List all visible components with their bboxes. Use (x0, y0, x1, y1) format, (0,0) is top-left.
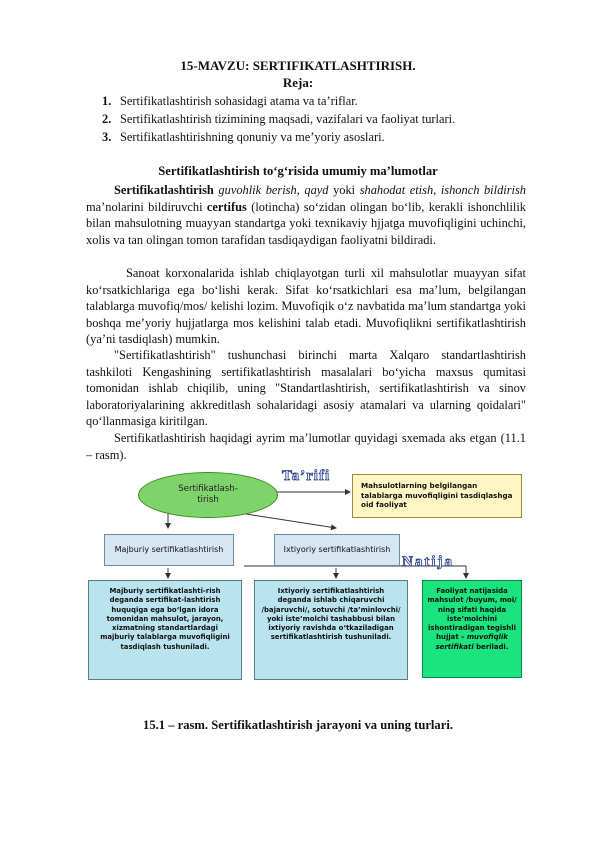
definition-scroll: Mahsulotlarning belgilangan talablarga muvofiqligini tasdiqlashga oid faoliyat (352, 474, 522, 518)
result-italic: muvofiqlik sertifikati (435, 633, 508, 651)
plan-item-text: Sertifikatlashtirishning qonuniy va me’yoriy asoslari. (120, 130, 385, 144)
ellipse-line: tirish (197, 495, 219, 505)
plan-item-number: 2. (102, 112, 112, 126)
text-span: yoki (328, 183, 360, 197)
arrow-voluntary (246, 514, 336, 528)
plan-item (102, 92, 455, 110)
certification-diagram (86, 462, 526, 688)
voluntary-box: Ixtiyoriy sertifikatlashtirish (274, 534, 400, 566)
plan-item-text: Sertifikatlashtirish sohasidagi atama va ta’riflar. (120, 94, 358, 108)
plan-item-number: 3. (102, 130, 112, 144)
result-description (422, 580, 522, 678)
certification-ellipse (138, 472, 278, 518)
plan-heading: Reja: (282, 75, 314, 90)
term-bold: certifus (206, 199, 247, 214)
plan-item (102, 128, 455, 146)
plan-list (102, 92, 455, 146)
term-bold: Sertifikatlashtirish (114, 183, 214, 197)
plan-item-number: 1. (102, 94, 112, 108)
section-subheading: Sertifikatlashtirish to‘g‘risida umumiy ma’lumotlar (158, 164, 438, 178)
paragraph-scheme-intro: Sertifikatlashtirish haqidagi ayrim ma’lumotlar quyidagi sxemada aks etgan (11.1 – rasm). (86, 431, 526, 462)
mandatory-box: Majburiy sertifikatlashtirish (104, 534, 234, 566)
definition-label: Ta’rifi (282, 468, 331, 484)
result-label: Natija (402, 554, 454, 570)
paragraph-definition (86, 182, 526, 248)
voluntary-description: Ixtiyoriy sertifikatlashtirish deganda ishlab chiqaruvchi /bajaruvchi/, sotuvchi /ta’minlovchi/ yoki iste’molchi tashabbusi bilan ixtiyoriy ravishda o‘tkaziladigan sertifikatlashtirish tushuniladi. (254, 580, 408, 680)
figure-caption: 15.1 – rasm. Sertifikatlashtirish jarayoni va uning turlari. (143, 718, 453, 732)
paragraph-quality: Sanoat korxonalarida ishlab chiqlayotgan turli xil mahsulotlar muayyan sifat ko‘rsatkichlariga ega bo‘lishi kerak. Sifat ko‘rsatkichlari esa ma’lum, belgilangan talablarga muvofiq/mos/ kelishi lozim. Muvofiqik o‘z navbatida ma’lum standartga yoki boshqa me’yoriy hujjatlarga mos kelishini talab etadi. Muvofiqlikni sertifikatlashtirish (ya’ni tasdiqlash) mumkin. (86, 266, 526, 347)
result-text: Faoliyat natijasida mahsulot /buyum, moi/ ning sifati haqida iste’molchini ishontiradigan tegishli hujjat – (427, 587, 517, 642)
ellipse-line: Sertifikatlash- (178, 484, 238, 494)
page-title: 15-MAVZU: SERTIFIKATLASHTIRISH. (180, 58, 416, 73)
text-span: (lotincha) so‘zidan olingan bo‘lib, kerakli ishonchlilik bilan mahsulotning muayyan standartga yoki texnikaviy hjjatga muvofiqligini uchinchi, xolis va tan olingan tomon tarafidan tasdiqaydigan faoliyatni bildiradi. (86, 199, 526, 247)
plan-item-text: Sertifikatlashtirish tizimining maqsadi, vazifalari va faoliyat turlari. (120, 112, 456, 126)
result-text-end: beriladi. (476, 642, 509, 651)
term-italic: guvohlik berish, qayd (213, 183, 329, 197)
plan-item (102, 110, 455, 128)
paragraph-history: "Sertifikatlashtirish" tushunchasi birinchi marta Xalqaro standartlashtirish tashkiloti Kengashining sertifikatlashtirish masalalari bo‘yicha maxsus qumitasi tomonidan ishlab chiqilib, uning "Standartlashtirish, sertifikatlashtirish va sinov laboratoriyalarining akkreditlash sohalaridagi asosiy atamalari va ularning qoidalari" qo‘llanmasiga kiritilgan. (86, 348, 526, 429)
term-italic: shahodat etish, ishonch bildirish (359, 183, 526, 197)
text-span: ma’nolarini bildiruvchi (86, 199, 207, 214)
mandatory-description: Majburiy sertifikatlashti-rish deganda sertifikat-lashtirish huquqiga ega bo‘lgan idora tomonidan mahsulot, jarayon, xizmatning standartlardagi majburiy talablarga muvofiqligini tasdiqlash tushuniladi. (88, 580, 242, 680)
